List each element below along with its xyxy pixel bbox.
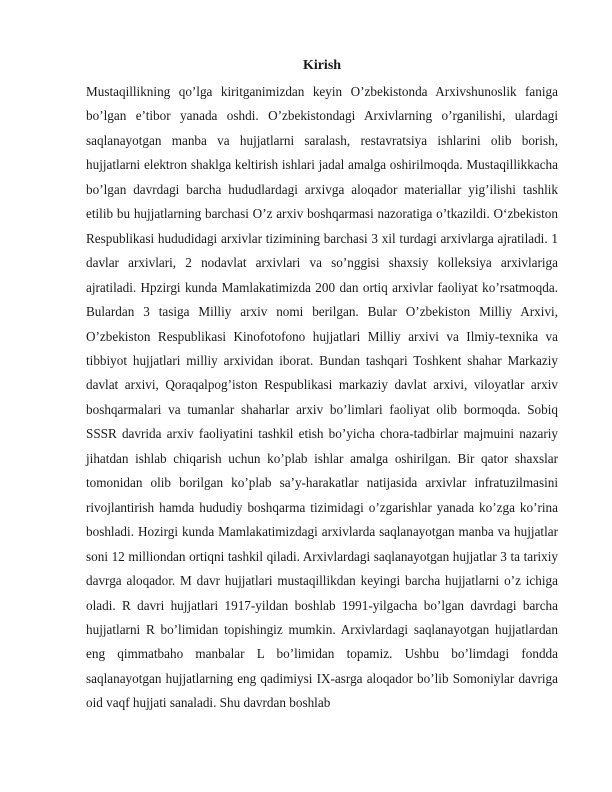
page-title: Kirish — [302, 58, 342, 73]
document-page — [86, 58, 558, 716]
body-paragraph: Mustaqillikning qo’lga kiritganimizdan keyin O’zbekistonda Arxivshunoslik faniga bo’lgan e’tibor yanada oshdi. O’zbekistondagi Arxivlarning o’rganilishi, ulardagi saqlanayotgan manba va hujjatlarni saralash, restavratsiya ishlarini olib borish, hujjatlarni elektron shaklga keltirish ishlari jadal amalga oshirilmoqda. Mustaqillikkacha bo’lgan davrdagi barcha hududlardagi arxivga aloqador materiallar yig’ilishi tashlik etilib bu hujjatlarning barchasi O’z arxiv boshqarmasi nazoratiga o’tkazildi. O‘zbekiston Respublikasi hududidagi arxivlar tizimining barchasi 3 xil turdagi arxivlarga ajratiladi. 1 davlar arxivlari, 2 nodavlat arxivlari va so’nggisi shaxsiy kolleksiya arxivlariga ajratiladi. Hpzirgi kunda Mamlakatimizda 200 dan ortiq arxivlar faoliyat ko’rsatmoqda. Bulardan 3 tasiga Milliy arxiv nomi berilgan. Bular O’zbekiston Milliy Arxivi, O’zbekiston Respublikasi Kinofotofono hujjatlari Milliy arxivi va Ilmiy-texnika va tibbiyot hujjatlari milliy arxividan iborat. Bundan tashqari Toshkent shahar Markaziy davlat arxivi, Qoraqalpog’iston Respublikasi markaziy davlat arxivi, viloyatlar arxiv boshqarmalari va tumanlar shaharlar arxiv bo’limlari faoliyat olib bormoqda. Sobiq SSSR davrida arxiv faoliyatini tashkil etish bo’yicha chora-tadbirlar majmuini nazariy jihatdan ishlab chiqarish uchun ko’plab ishlar amalga oshirilgan. Bir qator shaxslar tomonidan olib borilgan ko’plab sa’y-harakatlar natijasida arxivlar infratuzilmasini rivojlantirish hamda hududiy boshqarma tizimidagi o’zgarishlar yanada ko’zga ko’rina boshladi. Hozirgi kunda Mamlakatimizdagi arxivlarda saqlanayotgan manba va hujjatlar soni 12 milliondan ortiqni tashkil qiladi. Arxivlardagi saqlanayotgan hujjatlar 3 ta tarixiy davrga aloqador. M davr hujjatlari mustaqillikdan keyingi barcha hujjatlarni o’z ichiga oladi. R davri hujjatlari 1917-yildan boshlab 1991-yilgacha bo’lgan davrdagi barcha hujjatlarni R bo’limidan topishingiz mumkin. Arxivlardagi saqlanayotgan hujjatlardan eng qimmatbaho manbalar L bo’limidan topamiz. Ushbu bo’limdagi fondda saqlanayotgan hujjatlarning eng qadimiysi IX-asrga aloqador bo’lib Somoniylar davriga oid vaqf hujjati sanaladi. Shu davrdan boshlab — [86, 84, 558, 711]
